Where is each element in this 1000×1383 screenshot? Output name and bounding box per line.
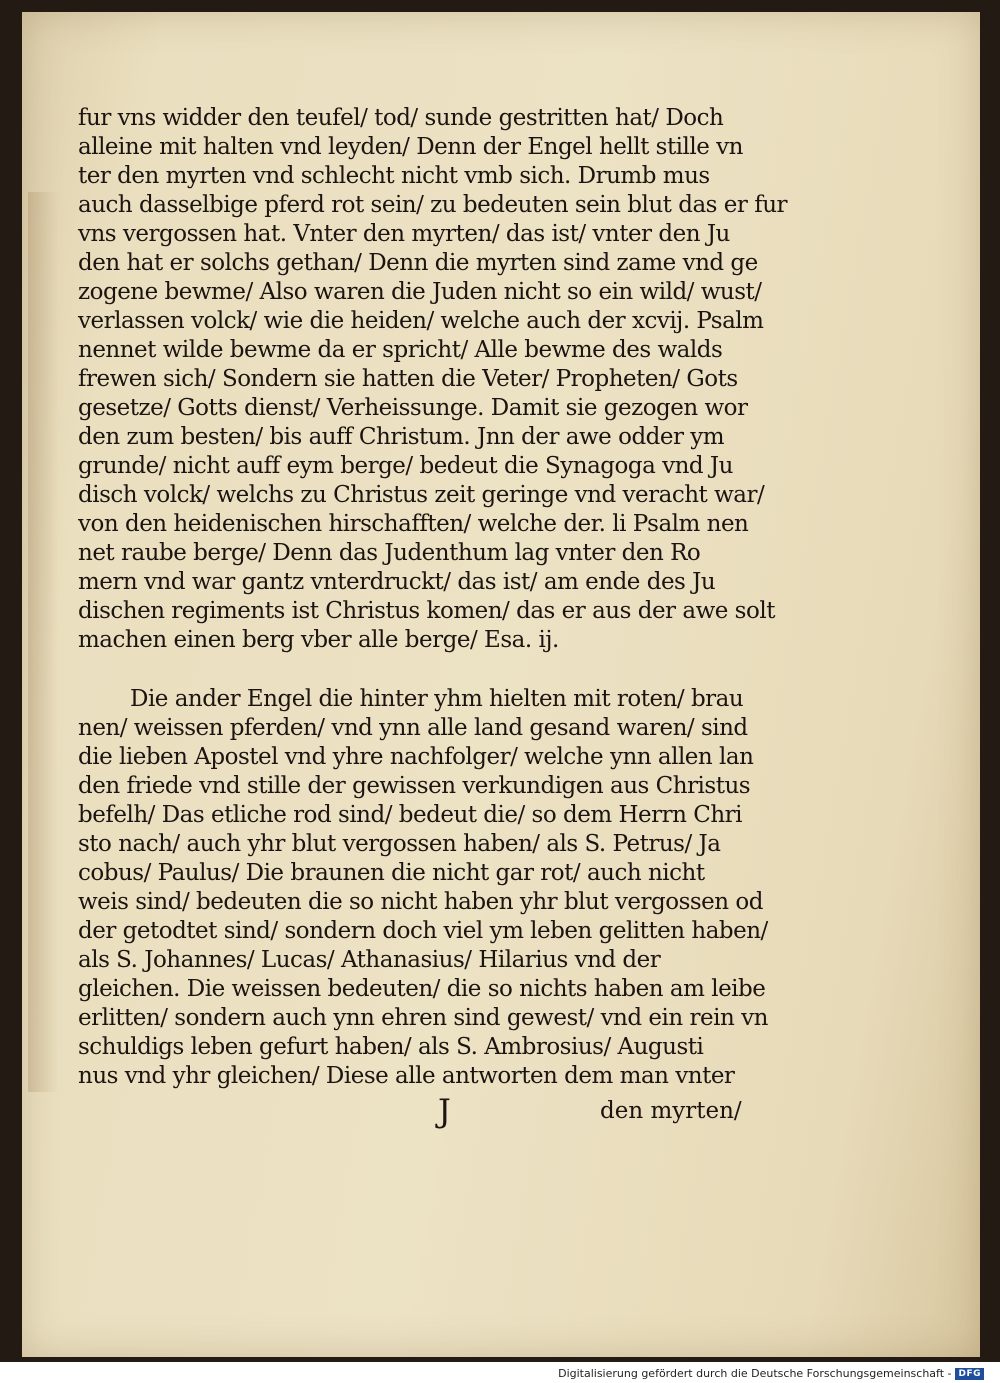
text-line: frewen sich/ Sondern sie hatten die Veter/ Propheten/ Gots [78,366,738,392]
text-line: weis sind/ bedeuten die so nicht haben yhr blut vergossen od [78,889,763,915]
dfg-logo: DFG [955,1368,984,1380]
text-line: cobus/ Paulus/ Die braunen die nicht gar rot/ auch nicht [78,860,705,886]
text-line: fur vns widder den teufel/ tod/ sunde gestritten hat/ Doch [78,105,724,131]
book-page [22,12,980,1357]
text-line: befelh/ Das etliche rod sind/ bedeut die/ so dem Herrn Chri [78,802,743,828]
text-line: den friede vnd stille der gewissen verkundigen aus Christus [78,773,751,799]
text-line: alleine mit halten vnd leyden/ Denn der Engel hellt stille vn [78,134,743,160]
footer-credit [558,1367,984,1380]
paragraph-2 [78,685,778,1091]
text-line: vns vergossen hat. Vnter den myrten/ das ist/ vnter den Ju [78,221,730,247]
text-line: von den heidenischen hirschafften/ welche der. li Psalm nen [78,511,749,537]
paragraph-1 [78,104,788,655]
text-line: verlassen volck/ wie die heiden/ welche auch der xcvij. Psalm [78,308,764,334]
text-line: nus vnd yhr gleichen/ Diese alle antworten dem man vnter [78,1063,735,1089]
text-line: der getodtet sind/ sondern doch viel ym leben gelitten haben/ [78,918,768,944]
text-line: nen/ weissen pferden/ vnd ynn alle land gesand waren/ sind [78,715,748,741]
text-line: den zum besten/ bis auff Christum. Jnn der awe odder ym [78,424,725,450]
text-line: als S. Johannes/ Lucas/ Athanasius/ Hilarius vnd der [78,947,661,973]
text-line: Die ander Engel die hinter yhm hielten mit roten/ brau [130,686,744,712]
text-line: den hat er solchs gethan/ Denn die myrten sind zame vnd ge [78,250,758,276]
text-line: gleichen. Die weissen bedeuten/ die so nichts haben am leibe [78,976,766,1002]
text-line: ter den myrten vnd schlecht nicht vmb sich. Drumb mus [78,163,710,189]
footer-text: Digitalisierung gefördert durch die Deutsche Forschungsgemeinschaft - [558,1367,952,1380]
paragraph-gap [78,655,778,685]
text-line: zogene bewme/ Also waren die Juden nicht so ein wild/ wust/ [78,279,762,305]
page-foot-row [78,1093,778,1133]
catchword: den myrten/ [600,1098,742,1124]
signature-mark: J [438,1092,451,1130]
text-line: nennet wilde bewme da er spricht/ Alle bewme des walds [78,337,723,363]
text-line: grunde/ nicht auff eym berge/ bedeut die Synagoga vnd Ju [78,453,733,479]
text-line: mern vnd war gantz vnterdruckt/ das ist/ am ende des Ju [78,569,716,595]
text-line: auch dasselbige pferd rot sein/ zu bedeuten sein blut das er fur [78,192,788,218]
text-line: dischen regiments ist Christus komen/ das er aus der awe solt [78,598,775,624]
text-line: net raube berge/ Denn das Judenthum lag vnter den Ro [78,540,701,566]
text-line: disch volck/ welchs zu Christus zeit geringe vnd veracht war/ [78,482,765,508]
text-line: sto nach/ auch yhr blut vergossen haben/ als S. Petrus/ Ja [78,831,721,857]
text-block [78,104,788,1133]
text-line: die lieben Apostel vnd yhre nachfolger/ welche ynn allen lan [78,744,754,770]
text-line: gesetze/ Gotts dienst/ Verheissunge. Damit sie gezogen wor [78,395,748,421]
text-line: schuldigs leben gefurt haben/ als S. Ambrosius/ Augusti [78,1034,704,1060]
page-stain [28,192,58,1092]
text-line: machen einen berg vber alle berge/ Esa. ij. [78,627,559,653]
text-line: erlitten/ sondern auch ynn ehren sind gewest/ vnd ein rein vn [78,1005,768,1031]
